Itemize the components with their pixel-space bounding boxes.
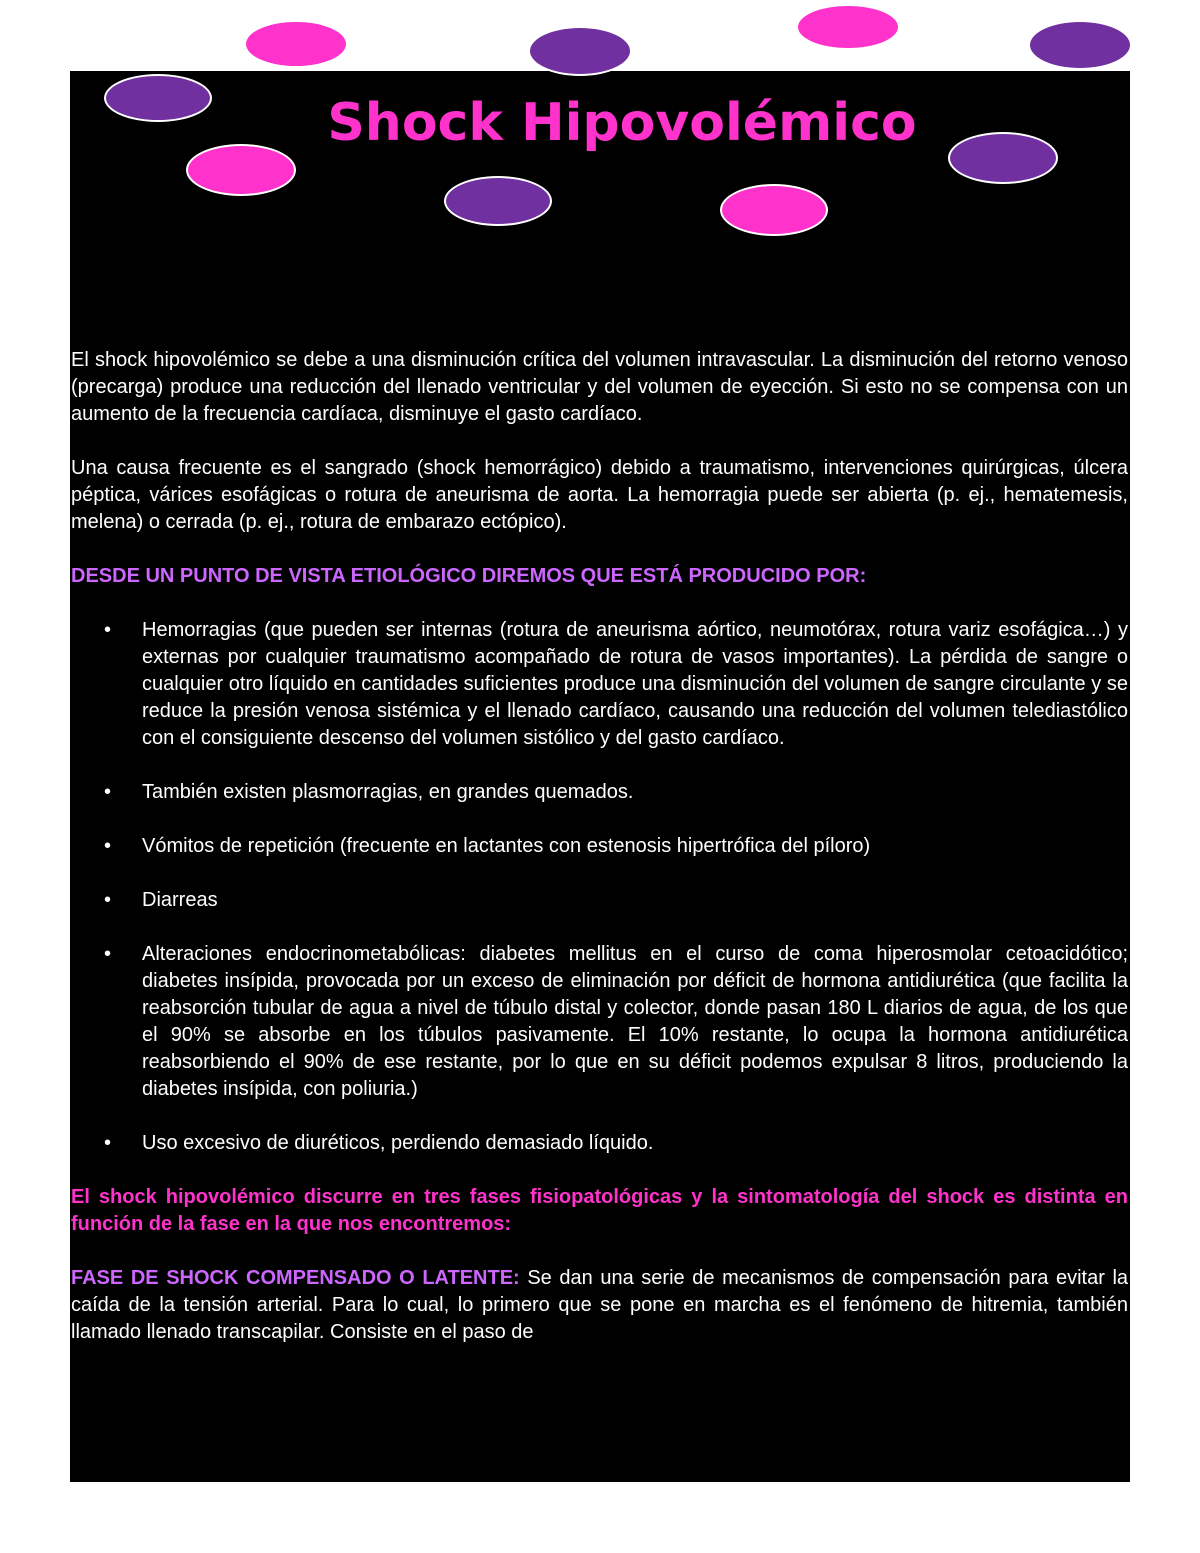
list-item xyxy=(71,779,1128,806)
decorative-purple-dot xyxy=(444,176,552,226)
list-item-text: Diarreas xyxy=(142,889,218,911)
decorative-purple-dot xyxy=(528,26,632,76)
etiology-heading: DESDE UN PUNTO DE VISTA ETIOLÓGICO DIREMOS QUE ESTÁ PRODUCIDO POR: xyxy=(71,565,867,587)
list-item xyxy=(71,833,1128,860)
document-body xyxy=(71,347,1128,1346)
list-item-text: Hemorragias (que pueden ser internas (rotura de aneurisma aórtico, neumotórax, rotura variz esofágica…) y externas por cualquier traumatismo acompañado de rotura de vasos importantes). La pérdida de sangre o cualquier otro líquido en cantidades suficientes produce una disminución del volumen de sangre circulante y se reduce la presión venosa sistémica y el llenado cardíaco, causando una reducción del volumen telediastólico con el consiguiente descenso del volumen sistólico y del gasto cardíaco. xyxy=(142,619,1128,749)
phase1-label: FASE DE SHOCK COMPENSADO O LATENTE: xyxy=(71,1267,520,1289)
list-item xyxy=(71,617,1128,752)
decorative-pink-dot xyxy=(244,20,348,68)
list-item xyxy=(71,941,1128,1103)
list-item xyxy=(71,887,1128,914)
cause-paragraph: Una causa frecuente es el sangrado (shock hemorrágico) debido a traumatismo, intervenciones quirúrgicas, úlcera péptica, várices esofágicas o rotura de aneurisma de aorta. La hemorragia puede ser abierta (p. ej., hematemesis, melena) o cerrada (p. ej., rotura de embarazo ectópico). xyxy=(71,457,1128,533)
intro-paragraph: El shock hipovolémico se debe a una disminución crítica del volumen intravascular. La disminución del retorno venoso (precarga) produce una reducción del llenado ventricular y del volumen de eyección. Si esto no se compensa con un aumento de la frecuencia cardíaca, disminuye el gasto cardíaco. xyxy=(71,349,1128,425)
decorative-purple-dot xyxy=(1028,20,1132,70)
list-item-text: Alteraciones endocrinometabólicas: diabetes mellitus en el curso de coma hiperosmolar cetoacidótico; diabetes insípida, provocada por un exceso de eliminación por déficit de hormona antidiurética (que facilita la reabsorción tubular de agua a nivel de túbulo distal y colector, donde pasan 180 L diarios de agua, de los que el 90% se absorbe en los túbulos pasivamente. El 10% restante, lo ocupa la hormona antidiurética reabsorbiendo el 90% de ese restante, por lo que en su déficit podemos expulsar 8 litros, produciendo la diabetes insípida, con poliuria.) xyxy=(142,943,1128,1100)
bullet-icon: • xyxy=(104,1132,112,1154)
decorative-pink-dot xyxy=(720,184,828,236)
phases-heading: El shock hipovolémico discurre en tres fases fisiopatológicas y la sintomatología del shock es distinta en función de la fase en la que nos encontremos: xyxy=(71,1186,1128,1235)
document-title: Shock Hipovolémico xyxy=(327,93,917,153)
list-item xyxy=(71,1130,1128,1157)
list-item-text: Uso excesivo de diuréticos, perdiendo demasiado líquido. xyxy=(142,1132,654,1154)
bullet-icon: • xyxy=(104,835,112,857)
phase1-paragraph xyxy=(71,1265,1128,1346)
phase1-text: Se dan una serie de mecanismos de compensación para evitar la caída de la tensión arterial. Para lo cual, lo primero que se pone en marcha es el fenómeno de hitremia, también llamado llenado transcapilar. Consiste en el paso de xyxy=(71,1267,1129,1343)
list-item-text: También existen plasmorragias, en grandes quemados. xyxy=(142,781,634,803)
bullet-icon: • xyxy=(104,889,112,911)
bullet-icon: • xyxy=(104,943,112,965)
bullet-icon: • xyxy=(104,619,112,641)
decorative-pink-dot xyxy=(796,4,900,50)
list-item-text: Vómitos de repetición (frecuente en lactantes con estenosis hipertrófica del píloro) xyxy=(142,835,871,857)
etiology-list xyxy=(71,617,1128,1157)
bullet-icon: • xyxy=(104,781,112,803)
